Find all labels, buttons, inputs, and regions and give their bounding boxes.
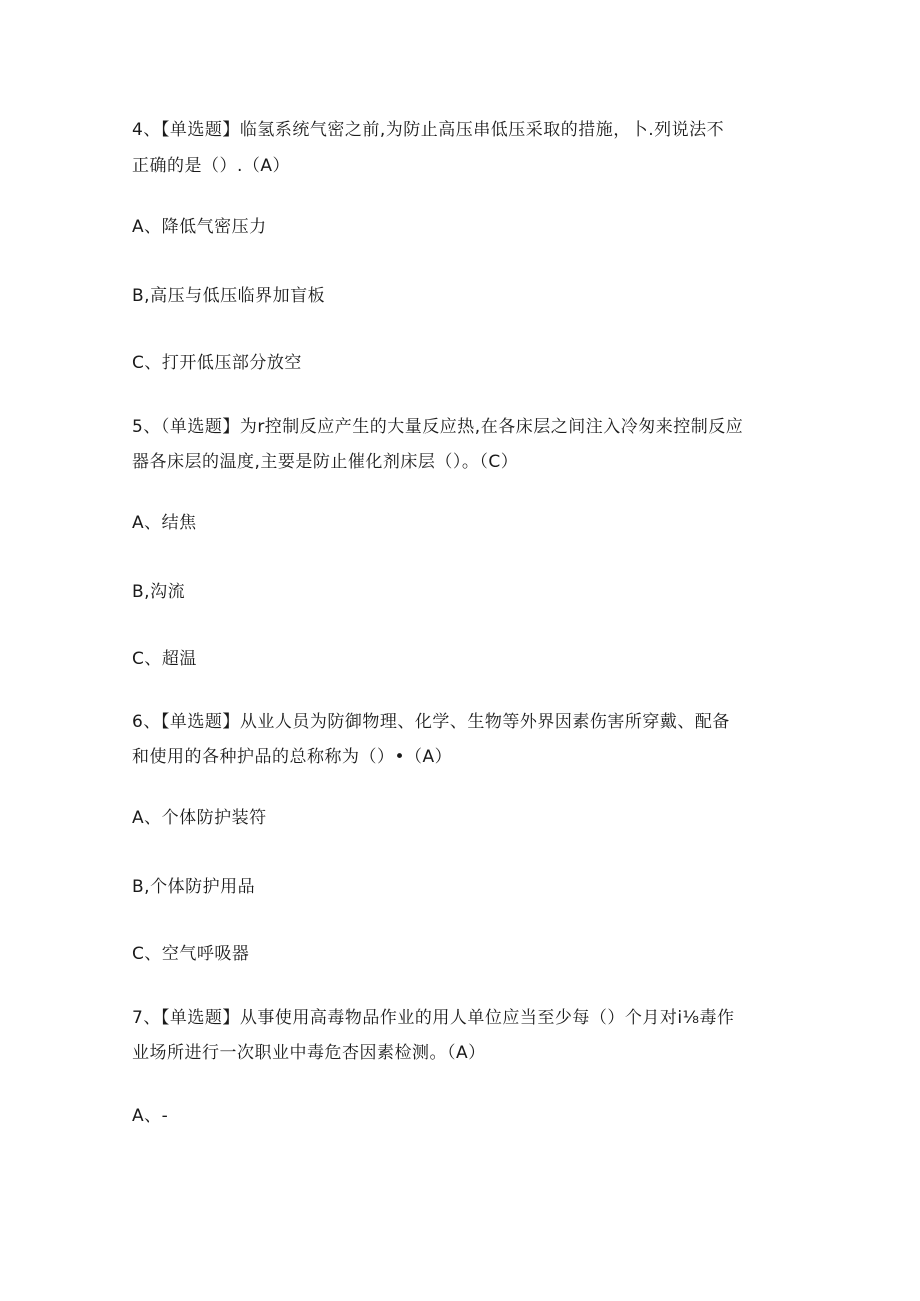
question-4-text-line-2: 正确的是（）.（A） bbox=[132, 156, 291, 176]
question-5-option-c: C、超温 bbox=[132, 649, 197, 669]
question-6-text-line-2: 和使用的各种护品的总称称为（）•（A） bbox=[132, 747, 453, 767]
question-7-option-a: A、- bbox=[132, 1106, 169, 1126]
question-6-option-c: C、空气呼吸器 bbox=[132, 944, 250, 964]
question-5-option-b: B,沟流 bbox=[132, 582, 186, 602]
question-4-text-line-1: 4、【单选题】临氢系统气密之前,为防止高压串低压采取的措施，卜.列说法不 bbox=[132, 120, 725, 140]
question-4-option-b: B,高压与低压临界加盲板 bbox=[132, 286, 326, 306]
question-5-text-line-1: 5、（单选题】为r控制反应产生的大量反应热,在各床层之间注入冷匆来控制反应 bbox=[132, 417, 744, 437]
question-4-option-a: A、降低气密压力 bbox=[132, 217, 267, 237]
question-4-option-c: C、打开低压部分放空 bbox=[132, 353, 302, 373]
question-6-option-b: B,个体防护用品 bbox=[132, 877, 256, 897]
question-7-text-line-2: 业场所进行一次职业中毒危杏因素检测。（A） bbox=[132, 1043, 486, 1063]
question-7-text-line-1: 7、【单选题】从事使用高毒物品作业的用人单位应当至少每（）个月对i⅛毒作 bbox=[132, 1008, 735, 1028]
question-6-text-line-1: 6、【单选题】从业人员为防御物理、化学、生物等外界因素伤害所穿戴、配备 bbox=[132, 712, 730, 732]
question-6-option-a: A、个体防护装符 bbox=[132, 808, 267, 828]
question-5-text-line-2: 器各床层的温度,主要是防止催化剂床层（）。（C） bbox=[132, 452, 519, 472]
question-5-option-a: A、结焦 bbox=[132, 513, 197, 533]
